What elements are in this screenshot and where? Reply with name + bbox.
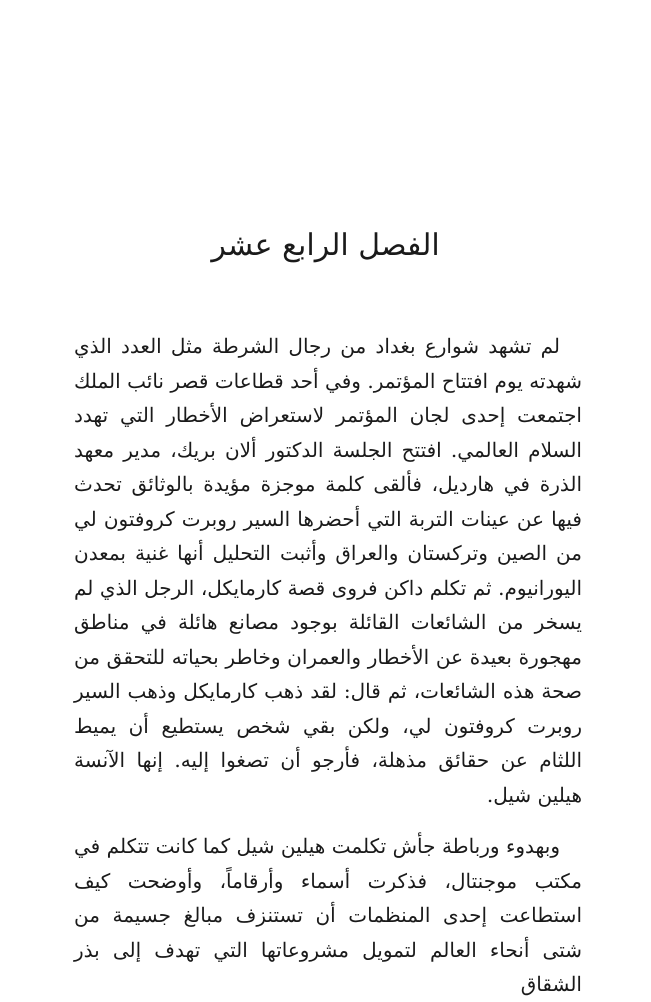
body-text	[74, 329, 582, 1002]
paragraph-1: لم تشهد شوارع بغداد من رجال الشرطة مثل العدد الذي شهدته يوم افتتاح المؤتمر. وفي أحد قطاعات قصر نائب الملك اجتمعت إحدى لجان المؤتمر لاستعراض الأخطار التي تهدد السلام العالمي. افتتح الجلسة الدكتور ألان بريك، مدير معهد الذرة في هارديل، فألقى كلمة موجزة مؤيدة بالوثائق تحدث فيها عن عينات التربة التي أحضرها السير روبرت كروفتون لي من الصين وتركستان والعراق وأثبت التحليل أنها غنية بمعدن اليورانيوم. ثم تكلم داكن فروى قصة كارمايكل، الرجل الذي لم يسخر من الشائعات القائلة بوجود مصانع هائلة في مناطق مهجورة بعيدة عن الأخطار والعمران وخاطر بحياته للتحقق من صحة هذه الشائعات، ثم قال: لقد ذهب كارمايكل وذهب السير روبرت كروفتون لي، ولكن بقي شخص يستطيع أن يميط اللثام عن حقائق مذهلة، فأرجو أن تصغوا إليه. إنها الآنسة هيلين شيل.	[74, 334, 582, 807]
paragraph-2: وبهدوء ورباطة جأش تكلمت هيلين شيل كما كانت تتكلم في مكتب موجنتال، فذكرت أسماء وأرقاماً، وأوضحت كيف استطاعت إحدى المنظمات أن تستنزف مبالغ جسيمة من شتى أنحاء العالم لتمويل مشروعاتها التي تهدف إلى بذر الشقاق	[74, 834, 582, 996]
chapter-title: الفصل الرابع عشر	[211, 228, 440, 263]
